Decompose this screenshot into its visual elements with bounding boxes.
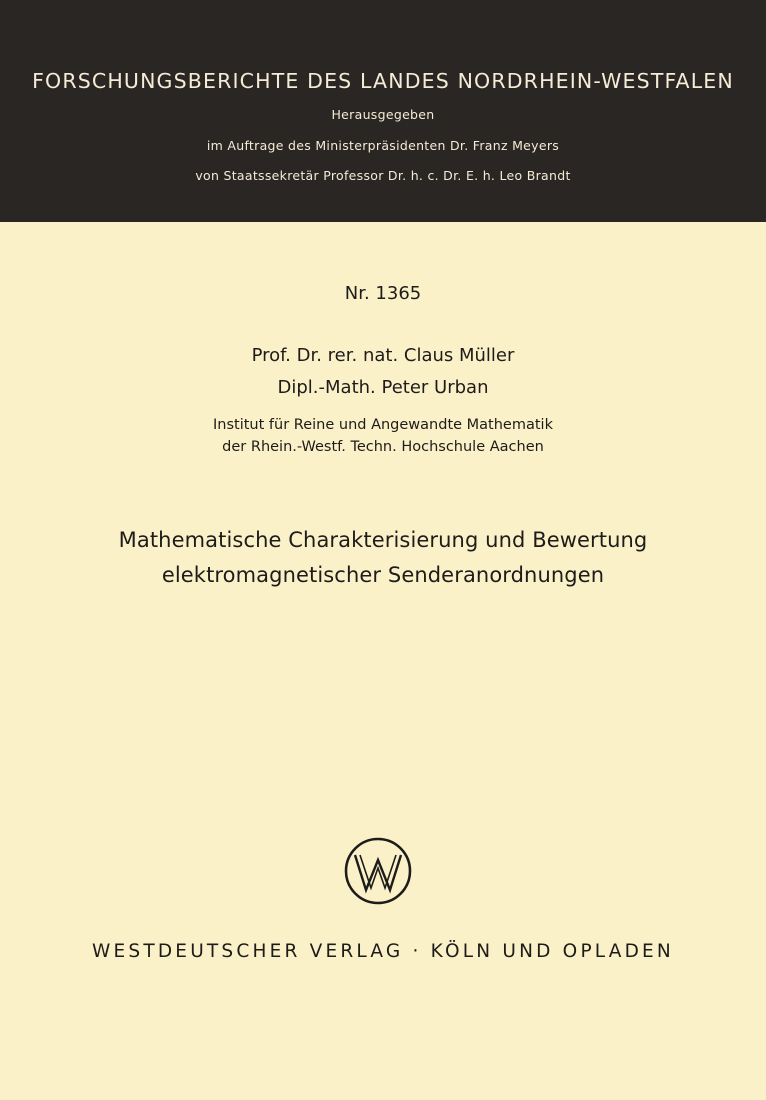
- header-band: [0, 0, 766, 222]
- report-number: Nr. 1365: [344, 283, 422, 304]
- author-name: Prof. Dr. rer. nat. Claus Müller: [251, 345, 515, 366]
- series-title: FORSCHUNGSBERICHTE DES LANDES NORDRHEIN-WESTFALEN: [32, 69, 734, 93]
- book-title-line: elektromagnetischer Senderanordnungen: [161, 563, 605, 587]
- editor-line-1: Herausgegeben: [331, 107, 435, 122]
- publisher-logo-icon: [343, 836, 413, 906]
- editor-line-2: im Auftrage des Ministerpräsidenten Dr. Franz Meyers: [206, 138, 560, 153]
- author-name: Dipl.-Math. Peter Urban: [277, 377, 489, 398]
- institute-line: Institut für Reine und Angewandte Mathematik: [213, 417, 553, 433]
- editor-line-3: von Staatssekretär Professor Dr. h. c. Dr. E. h. Leo Brandt: [195, 168, 571, 183]
- institute-line: der Rhein.-Westf. Techn. Hochschule Aachen: [222, 439, 544, 455]
- publisher-imprint: WESTDEUTSCHER VERLAG · KÖLN UND OPLADEN: [92, 941, 674, 962]
- book-title-line: Mathematische Charakterisierung und Bewertung: [118, 528, 648, 552]
